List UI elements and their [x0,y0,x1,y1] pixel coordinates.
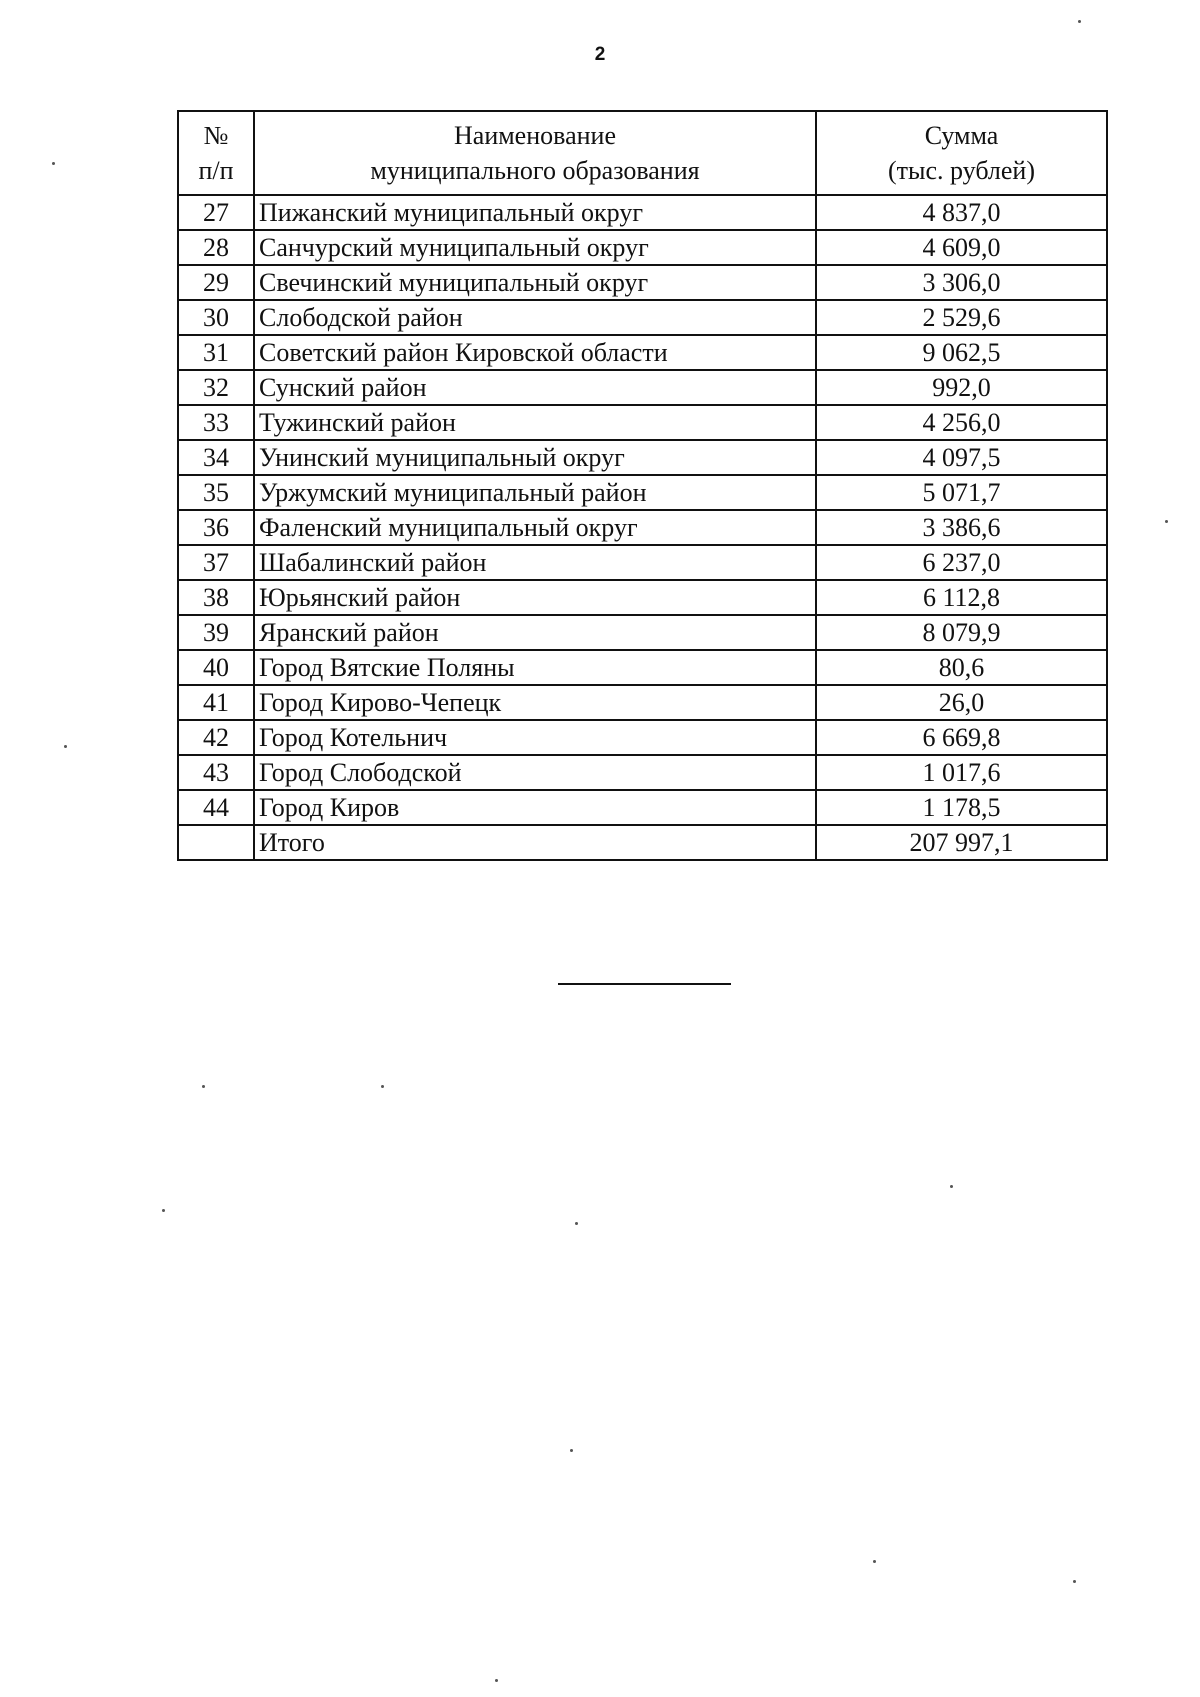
cell-name: Город Котельнич [254,720,816,755]
cell-name: Слободской район [254,300,816,335]
table-header-row [178,111,1107,195]
page-number: 2 [594,44,606,65]
cell-sum: 207 997,1 [816,825,1107,860]
cell-sum: 4 097,5 [816,440,1107,475]
cell-name: Пижанский муниципальный округ [254,195,816,230]
cell-name: Свечинский муниципальный округ [254,265,816,300]
cell-sum: 9 062,5 [816,335,1107,370]
table-row [178,580,1107,615]
cell-sum: 992,0 [816,370,1107,405]
scan-speck [381,1085,384,1088]
cell-name: Город Вятские Поляны [254,650,816,685]
header-name: Наименование муниципального образования [254,111,816,195]
cell-name: Шабалинский район [254,545,816,580]
cell-sum: 2 529,6 [816,300,1107,335]
cell-num: 33 [178,405,254,440]
scan-speck [1165,520,1168,523]
cell-num: 38 [178,580,254,615]
table-row [178,545,1107,580]
cell-sum: 80,6 [816,650,1107,685]
table-row [178,615,1107,650]
table-row [178,370,1107,405]
cell-name: Юрьянский район [254,580,816,615]
table-row [178,790,1107,825]
table-body [178,111,1107,860]
scan-speck [64,745,67,748]
cell-sum: 4 837,0 [816,195,1107,230]
cell-name: Санчурский муниципальный округ [254,230,816,265]
cell-num: 31 [178,335,254,370]
cell-sum: 1 017,6 [816,755,1107,790]
cell-name: Уржумский муниципальный район [254,475,816,510]
cell-num: 37 [178,545,254,580]
cell-num: 34 [178,440,254,475]
cell-sum: 8 079,9 [816,615,1107,650]
table-row [178,720,1107,755]
scan-speck [575,1222,578,1225]
cell-num: 29 [178,265,254,300]
cell-sum: 6 237,0 [816,545,1107,580]
cell-sum: 1 178,5 [816,790,1107,825]
cell-name: Город Слободской [254,755,816,790]
header-num: № п/п [178,111,254,195]
table-row [178,440,1107,475]
table-row [178,755,1107,790]
table-row [178,510,1107,545]
cell-num: 40 [178,650,254,685]
cell-num: 42 [178,720,254,755]
table-row [178,685,1107,720]
cell-name: Советский район Кировской области [254,335,816,370]
table-row [178,335,1107,370]
cell-num: 41 [178,685,254,720]
table-total-row [178,825,1107,860]
header-sum: Сумма (тыс. рублей) [816,111,1107,195]
allocation-table [177,110,1108,861]
cell-name: Фаленский муниципальный округ [254,510,816,545]
cell-num [178,825,254,860]
scan-speck [873,1560,876,1563]
cell-name: Итого [254,825,816,860]
scan-speck [950,1185,953,1188]
table-row [178,475,1107,510]
cell-sum: 5 071,7 [816,475,1107,510]
cell-name: Унинский муниципальный округ [254,440,816,475]
cell-num: 30 [178,300,254,335]
cell-num: 28 [178,230,254,265]
scan-speck [202,1085,205,1088]
cell-sum: 6 112,8 [816,580,1107,615]
cell-num: 44 [178,790,254,825]
cell-num: 27 [178,195,254,230]
cell-sum: 4 609,0 [816,230,1107,265]
cell-name: Тужинский район [254,405,816,440]
table-row [178,230,1107,265]
cell-num: 35 [178,475,254,510]
cell-sum: 3 386,6 [816,510,1107,545]
cell-num: 36 [178,510,254,545]
cell-name: Город Киров [254,790,816,825]
scan-speck [495,1679,498,1682]
scan-speck [570,1449,573,1452]
cell-sum: 3 306,0 [816,265,1107,300]
table-row [178,195,1107,230]
table-row [178,405,1107,440]
scan-speck [1073,1580,1076,1583]
cell-num: 39 [178,615,254,650]
cell-name: Яранский район [254,615,816,650]
cell-name: Город Кирово-Чепецк [254,685,816,720]
cell-sum: 6 669,8 [816,720,1107,755]
end-of-document-rule [558,983,731,985]
cell-num: 43 [178,755,254,790]
cell-num: 32 [178,370,254,405]
scan-speck [52,162,55,165]
scan-speck [162,1209,165,1212]
table-row [178,265,1107,300]
table-row [178,650,1107,685]
cell-sum: 26,0 [816,685,1107,720]
cell-name: Сунский район [254,370,816,405]
cell-sum: 4 256,0 [816,405,1107,440]
scan-speck [1078,20,1081,23]
table-row [178,300,1107,335]
